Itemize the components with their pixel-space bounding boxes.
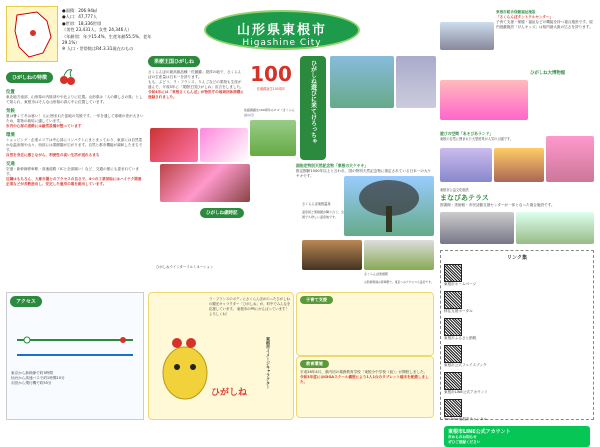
education-title: 教育環境 <box>300 360 329 368</box>
line-label: 東根市LINE公式アカウント <box>448 429 511 435</box>
page-subtitle: Higashine City <box>242 38 322 48</box>
qr-icon <box>444 264 462 282</box>
stat-male: （男性 23,431人、女性 24,346人） <box>62 27 132 33</box>
link-label: 東根市公式フェイスブック <box>444 363 487 367</box>
playground-photo <box>440 148 492 182</box>
tree-name: 国指定特別天然記念物「東根の大ケヤキ」 <box>296 163 369 168</box>
onsen-name: さくらんぼ東根温泉 <box>302 202 331 206</box>
mascot-panel <box>148 292 294 420</box>
link-label: 移住支援ポータル <box>444 309 473 313</box>
qr-icon <box>444 318 462 336</box>
access-route-1: 東京から新幹線で約3時間 <box>11 371 53 375</box>
link-item[interactable] <box>444 264 516 287</box>
fruit-photo <box>250 120 296 156</box>
station-photo <box>364 240 434 270</box>
fruit-title: 果樹王国ひがしね <box>148 56 200 67</box>
library-text: 図書館・美術館・市民活動支援センターが一体となった複合施設です。 <box>440 203 555 207</box>
link-item[interactable] <box>444 372 516 395</box>
education-panel <box>296 356 434 418</box>
nursery-panel <box>296 292 434 356</box>
link-label: YouTube東根市チャンネル <box>444 417 488 421</box>
center-info <box>496 10 594 30</box>
library-photo <box>440 212 514 244</box>
link-item[interactable] <box>444 291 516 314</box>
onsen-text: 温泉街と果樹園が隣り合う、全国でも珍しい温泉地です。 <box>302 210 345 219</box>
anniversary-logo <box>248 62 294 106</box>
dance-photo <box>160 164 250 202</box>
fruit-text: さくらんぼの最高級品種「佐藤錦」発祥の地で、さくらんぼの生産量は日本一を誇ります。 <box>148 70 242 79</box>
link-label: 東根市ふるさと納税 <box>444 336 477 340</box>
access-route-3: 羽田から飛行機で約55分 <box>11 381 52 385</box>
tree-photo <box>330 56 394 108</box>
city-map <box>6 6 58 62</box>
playground-info <box>440 128 526 142</box>
line-banner[interactable] <box>444 426 590 447</box>
link-item[interactable] <box>444 345 516 368</box>
center-title: 東根市総合保健福祉施設 <box>496 10 536 14</box>
center-name: 「さくらんぼタントクルセンター」 <box>496 15 554 19</box>
station-text: 山形新幹線の停車駅で、東京へのアクセスも良好です。 <box>364 280 434 284</box>
map-icon <box>7 7 59 63</box>
visit-tag <box>300 56 326 160</box>
mascot-tag: 東根市イメージキャラクター <box>266 337 271 389</box>
link-label: 東根市LINE公式アカウント <box>444 390 488 394</box>
tree-icon <box>344 176 434 236</box>
city-stats <box>62 8 160 53</box>
library-info <box>440 188 594 208</box>
library-pre: 東根市公益文化施設 <box>440 188 469 192</box>
links-title: リンク集 <box>507 255 527 261</box>
kids-play-photo <box>494 148 544 182</box>
nursery-title: 子育て支援 <box>300 296 333 304</box>
onsen-photo <box>302 240 362 270</box>
stat-area: ●面積：206.94㎢ <box>62 8 98 13</box>
ichiba-info <box>530 68 594 76</box>
env-text: ショッピング・企業エリアは中心部にコンパクトにまとまっており、東部には自然豊かな温泉街や山々、西部には果樹園が広がります。自然と都市機能が調和したまちです。 <box>6 138 143 152</box>
title-banner <box>204 10 360 50</box>
env-heading: 環境 <box>6 133 15 138</box>
anniversary-sub: 佐藤錦誕生100周年 <box>256 87 286 91</box>
library-interior-photo <box>516 212 594 244</box>
festival-photo <box>200 128 248 162</box>
center-photo <box>440 22 494 50</box>
traffic-heading: 交通 <box>6 162 15 167</box>
traffic-text: 空港・新幹線停車駅・高速道路（ICと全部揃い）など、交通の便にも恵まれています。 <box>6 167 139 176</box>
fruit-text-3: 令和4年には「東根さくらんぼ」が特許庁の地域団体商標に登録されました。 <box>148 90 244 99</box>
line-sub-1: 市からのお知らせ <box>448 435 477 439</box>
anniversary-number: 100 <box>250 62 292 86</box>
links-panel <box>440 250 594 444</box>
line-sub-2: ぜひご登録ください <box>448 440 481 444</box>
link-item[interactable] <box>444 399 516 422</box>
mascot-speech: ラ・フランスのボディにさくらんぼがのったひがしねの観光キャラクター「ひがしね」が、町中でみんなを応援しています。 東根市のPRにがんばっています！ よろしくね！ <box>209 297 291 316</box>
page-title: 山形県東根市 <box>236 23 327 38</box>
features-section <box>6 68 144 187</box>
cherry-icon <box>57 68 77 86</box>
anniversary-caption: 佐藤錦誕生100周年のロゴ（さくらんぼの日） <box>244 108 295 117</box>
stat-households: ●世帯：18,336世帯 <box>62 20 102 26</box>
climate-highlight: 市内中心部の道路には融雪設備が整っています <box>6 124 82 128</box>
climate-heading: 気候 <box>6 109 15 114</box>
qr-icon <box>444 372 462 390</box>
route-map-icon <box>7 310 143 370</box>
children-photo <box>546 136 594 182</box>
qr-icon <box>444 291 462 309</box>
playground-text: 東根の自然に囲まれた大型遊具が人気の公園です。 <box>440 137 514 141</box>
education-text-2: 令和3年度にはGIGAスクール構想により1人1台のタブレット端末を配備しました。 <box>300 375 429 384</box>
festival-label <box>200 208 248 218</box>
env-highlight: 自然を身近に感じながら、利便性の高い生活が送れるまち <box>6 153 100 157</box>
station-name: さくらんぼ東根駅 <box>364 272 389 276</box>
access-panel <box>6 292 144 420</box>
stat-age: （年齢別：年少15.4%、生産年齢55.5%、老年29.1%） <box>62 33 152 46</box>
playground-name: 遊びの空間「あそびあランド」 <box>440 131 494 136</box>
mascot-name: ひがしね <box>211 388 248 398</box>
center-text: 子育て支援・保健・福祉などの機能を持つ複合施設です。屋内遊戯施設「げんキッズ」は県内最大級の広さを誇ります。 <box>496 20 593 29</box>
features-title: ひがしねの特徴 <box>6 72 53 83</box>
stat-source: ※ 人口・世帯数はR4.3.31現在のもの <box>62 46 134 52</box>
access-route-2: 仙台から高速バスで約1時間10分 <box>11 376 65 380</box>
illumination-caption: ひがしねウインターイルミネーション <box>156 265 214 269</box>
access-title: アクセス <box>10 296 42 307</box>
festival-title: ひがしね歳時記 <box>200 208 244 218</box>
fruit-text-2: もも、ぶどう、ラ・フランス、りんごなどの果物も生産が盛んで、平成5年に「果樹王国ひがしね」宣言をしました。 <box>148 80 244 89</box>
cherry-photo <box>150 128 198 162</box>
location-heading: 位置 <box>6 90 15 95</box>
library-name: まなびあテラス <box>440 194 489 202</box>
tree-text: 推定樹齢1500年以上と言われ、国の特別天然記念物に指定されている日本一の大ケヤキです。 <box>296 169 432 178</box>
qr-icon <box>444 345 462 363</box>
visit-tag-text: ひがしね遊びに来てけろっちゃ <box>309 60 317 144</box>
education-text-1: 平成28年4月、県内初の義務教育学校「東根小中学校（仮）」が開校しました。 <box>300 370 428 374</box>
illumination-photo <box>150 228 296 264</box>
qr-icon <box>444 399 462 417</box>
kids-photo <box>440 80 528 120</box>
climate-text: 夏は暑くて冬は寒い！ 山に囲まれた盆地の気候です。一年を通して寒暖の差が大きいため、果物の栽培に適しています。 <box>6 114 144 123</box>
location-text: 東北地方南部、山形県の内陸部やや北よりに位置。山形県は「人の優しさの県」として知られ、東根市はそんな山形県の真ん中に位置しています。 <box>6 95 143 104</box>
link-item[interactable] <box>444 318 516 341</box>
ichiba-title: ひがしね大博物館 <box>530 71 566 76</box>
mascot-icon <box>155 333 215 403</box>
hall-photo <box>396 56 436 108</box>
big-tree-photo <box>344 176 434 236</box>
stat-population: ●人口：47,777人 <box>62 14 98 20</box>
link-label: 東根市ホームページ <box>444 282 477 286</box>
traffic-highlight: 近隣はもちろん、大都市圏とのアクセスの良さで、4つの工業団地にはハイテク関連企業などが多数進出し、安定した雇用の場を創出しています。 <box>6 177 142 186</box>
